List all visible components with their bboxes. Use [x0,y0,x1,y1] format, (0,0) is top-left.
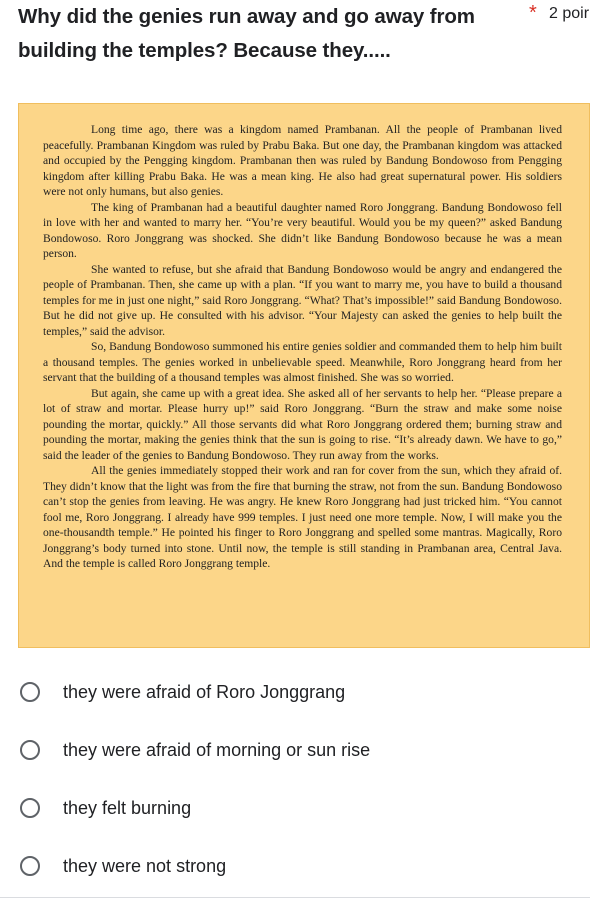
passage-paragraph: She wanted to refuse, but she afraid that Bandung Bondowoso would be angry and endangered the people of Prambanan. Then, she came up with a plan. “If you want to marry me, you have to build a thousand temples for me in just one night,” said Roro Jonggrang. “What? That’s impossible!” said Bandung Bondowoso. But he did not give up. He consulted with his advisor. “Your Majesty can asked the genies to help built the temples,” said the advisor. [43,262,562,338]
option-label: they were not strong [63,855,227,876]
radio-button[interactable] [20,682,40,702]
radio-button[interactable] [20,740,40,760]
option-afraid-of-roro-jonggrang[interactable] [18,663,578,721]
points-label: 2 poir [549,5,590,22]
option-label: they were afraid of morning or sun rise [63,739,371,760]
option-felt-burning[interactable] [18,779,578,837]
option-afraid-of-morning[interactable] [18,721,578,779]
option-label: they felt burning [63,797,192,818]
question-title: Why did the genies run away and go away from building the temples? Because they..... [18,5,475,62]
required-asterisk: * [529,2,537,24]
passage-paragraph: Long time ago, there was a kingdom named Prambanan. All the people of Prambanan lived peacefully. Prambanan Kingdom was ruled by Prabu Baka. But one day, the Prambanan kingdom was attacked and occupied by the Pengging kingdom. Prambanan then was ruled by Bandung Bondowoso from Pengging kingdom after killing Prabu Baka. He was a mean king. He also had great supernatural power. His soldiers were not only humans, but also genies. [43,123,562,198]
answer-options [18,663,578,895]
reading-passage-image [18,103,590,648]
radio-button[interactable] [20,798,40,818]
passage-paragraph: But again, she came up with a great idea. She asked all of her servants to help her. “Please prepare a lot of straw and mortar. Please hurry up!” said Roro Jonggrang. “Burn the straw and make some noise pounding the mortar, quickly.” All those servants did what Roro Jonggrang ordered them; burning straw and pounding the mortar, making the genies think that the sun is going to rise. “It’s already dawn. We have to go,” said the leader of the genies to Bandung Bondowoso. They run away from the works. [43,386,562,462]
divider [0,897,590,898]
passage-paragraph: All the genies immediately stopped their work and ran for cover from the sun, which they afraid of. They didn’t know that the light was from the fire that burning the straw, not from the sun. Bandung Bondowoso can’t stop the genies from leaving. He was angry. He knew Roro Jonggrang had just tricked him. “You cannot fool me, Roro Jonggrang. I already have 999 temples. I just need one more temple. Now, I will make you the one-thousandth temple.” He pointed his finger to Roro Jonggrang and spelled some mantras. Magically, Roro Jonggrang’s body turned into stone. Until now, the temple is still standing in Prambanan area, Central Java. And the temple is called Roro Jonggrang temple. [43,464,562,570]
radio-button[interactable] [20,856,40,876]
option-not-strong[interactable] [18,837,578,895]
passage-paragraph: The king of Prambanan had a beautiful daughter named Roro Jonggrang. Bandung Bondowoso fell in love with her and wanted to marry her. “You’re very beautiful. Would you be my queen?” asked Bandung Bondowoso. Roro Jonggrang was shocked. She didn’t like Bandung Bondowoso because he was a mean person. [43,200,562,260]
option-label: they were afraid of Roro Jonggrang [63,681,346,702]
passage-paragraph: So, Bandung Bondowoso summoned his entire genies soldier and commanded them to help him built a thousand temples. The genies worked in unbelievable speed. Meanwhile, Roro Jonggrang heard from her servant that the building of a thousand temples was almost finished. She was so worried. [43,340,562,384]
